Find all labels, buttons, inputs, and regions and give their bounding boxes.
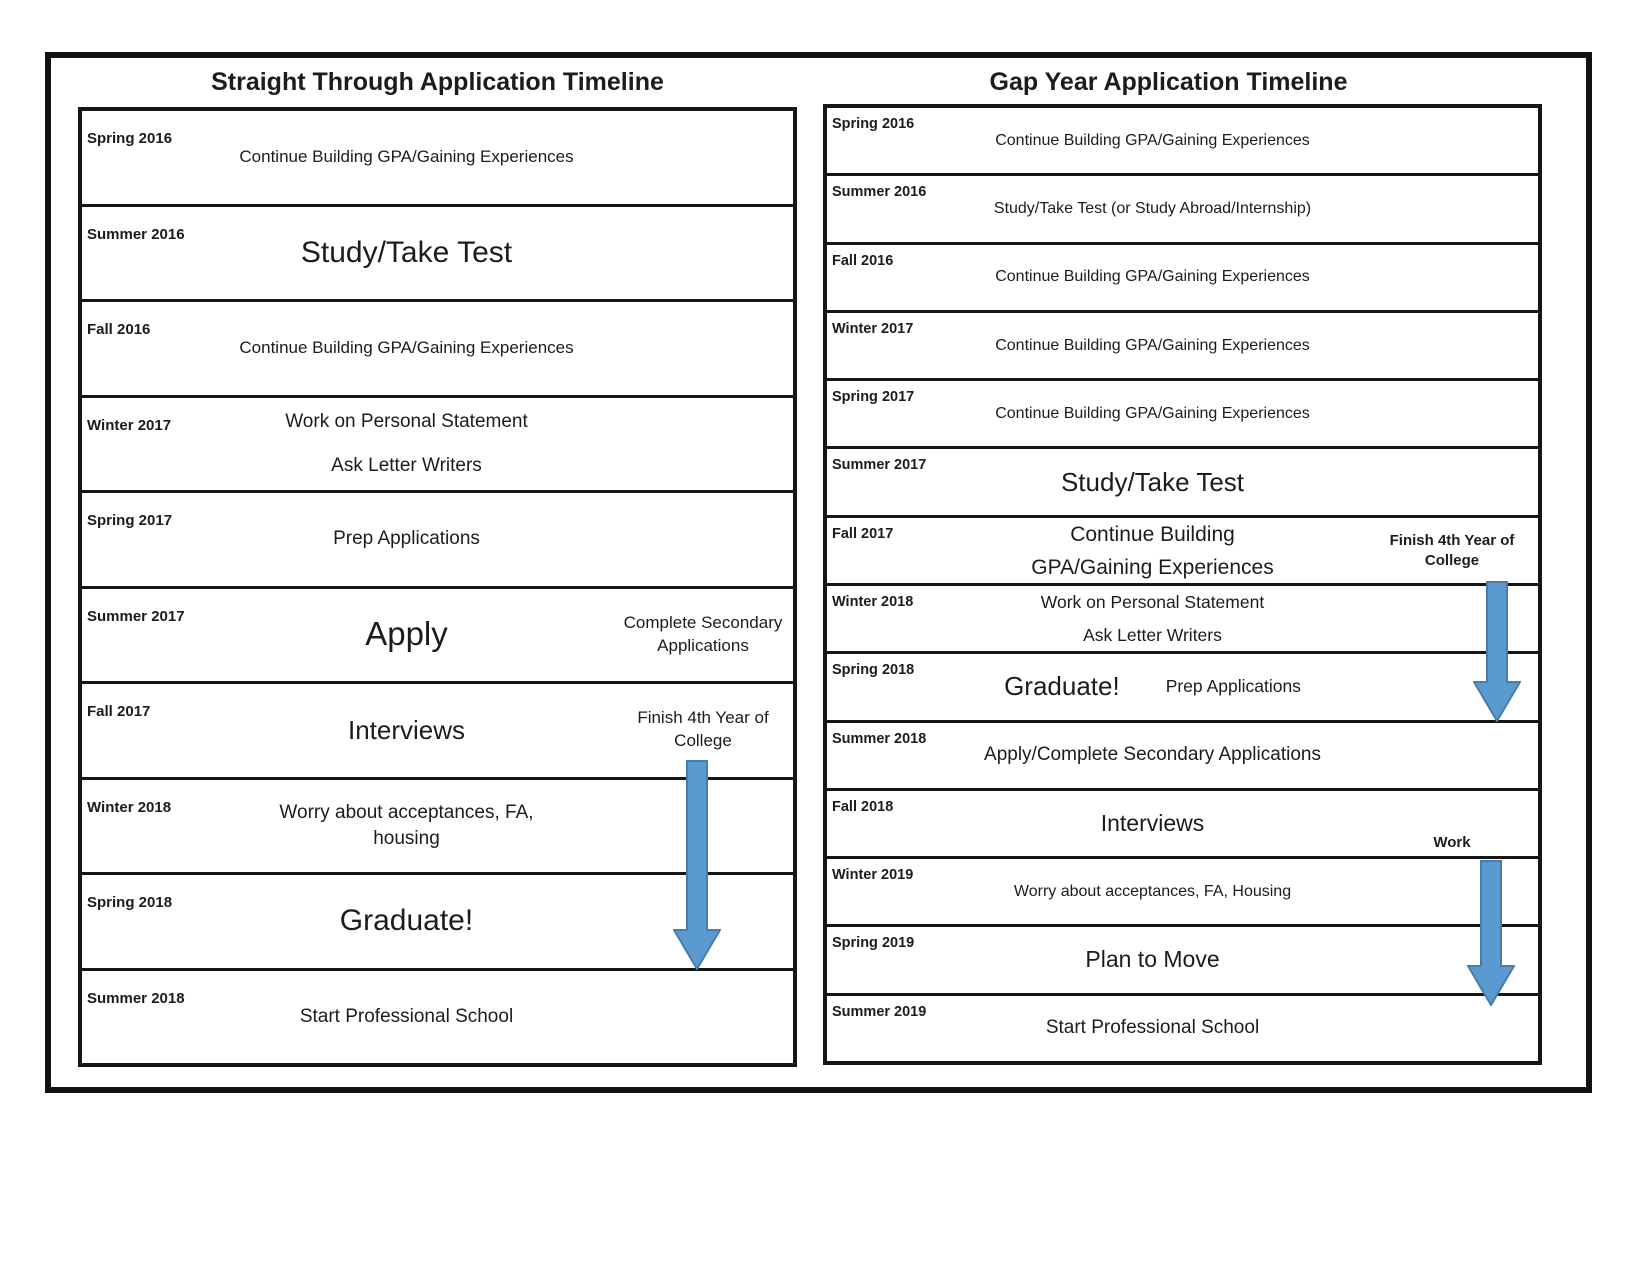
- row-period-label: Fall 2017: [87, 703, 151, 720]
- row-period-label: Fall 2016: [87, 321, 151, 338]
- row-activity: [939, 335, 1366, 357]
- row-activity: [200, 800, 613, 851]
- row-period-label: Spring 2018: [832, 662, 915, 679]
- row-activity-line: Interviews: [1100, 809, 1205, 836]
- row-activity: [200, 233, 613, 274]
- row-activity: [939, 669, 1366, 704]
- timeline-row: [827, 996, 1538, 1061]
- row-activity: [939, 881, 1366, 903]
- row-activity-line: Work on Personal Statement: [285, 411, 528, 433]
- row-activity: [939, 403, 1366, 425]
- timeline-row: [827, 654, 1538, 722]
- row-activity-line: Worry about acceptances, FA, Housing: [1013, 882, 1292, 900]
- row-activity-line: Start Professional School: [299, 1005, 514, 1027]
- row-side-note: Work: [1433, 833, 1471, 851]
- row-side-note: Finish 4th Year of College: [637, 708, 769, 751]
- timeline-row: [827, 381, 1538, 449]
- timeline-row: [827, 927, 1538, 995]
- row-period-label: Winter 2017: [87, 416, 172, 434]
- right-timeline-title: Gap Year Application Timeline: [989, 68, 1348, 96]
- row-period-label: Spring 2018: [87, 894, 173, 911]
- row-activity-line: Ask Letter Writers: [331, 454, 482, 476]
- row-activity: [939, 944, 1366, 975]
- down-arrow-icon: [1467, 860, 1515, 1006]
- row-side-note: Finish 4th Year of College: [1389, 532, 1515, 570]
- row-activity-line: Study/Take Test: [1060, 466, 1245, 497]
- row-activity-line: Start Professional School: [1045, 1017, 1260, 1039]
- row-activity: [200, 146, 613, 169]
- row-activity: [200, 337, 613, 360]
- timeline-row: [82, 589, 793, 685]
- row-activity-line: Continue Building GPA/Gaining Experiences: [239, 337, 574, 357]
- row-activity: [200, 526, 613, 552]
- row-activity: [200, 612, 613, 657]
- row-period-label: Winter 2017: [832, 320, 914, 337]
- row-period-label: Winter 2019: [832, 867, 914, 884]
- gap-year-timeline-table: [823, 104, 1542, 1065]
- row-activity-line: Continue Building: [1070, 522, 1235, 546]
- row-activity-line: Ask Letter Writers: [1083, 624, 1222, 645]
- row-period-label: Summer 2017: [832, 457, 927, 474]
- row-period-label: Spring 2017: [832, 389, 915, 406]
- timeline-row: [82, 398, 793, 494]
- row-period-label: Summer 2019: [832, 1003, 927, 1020]
- row-activity: [939, 808, 1366, 839]
- row-secondary-activity: Prep Applications: [1165, 676, 1301, 697]
- row-activity-line: housing: [373, 827, 440, 849]
- row-side-note: Complete Secondary Applications: [623, 612, 783, 655]
- timeline-row: [82, 493, 793, 589]
- row-period-label: Fall 2018: [832, 798, 894, 815]
- timeline-row: [827, 313, 1538, 381]
- row-activity-line: Study/Take Test: [300, 235, 513, 269]
- row-period-label: Winter 2018: [832, 593, 914, 610]
- row-period-label: Spring 2019: [832, 935, 915, 952]
- row-activity: [200, 901, 613, 942]
- timeline-row: [827, 176, 1538, 244]
- timeline-row: [827, 108, 1538, 176]
- row-period-label: Summer 2016: [832, 184, 927, 201]
- timeline-row: [82, 971, 793, 1064]
- row-period-label: Fall 2016: [832, 252, 894, 269]
- row-activity: [200, 1004, 613, 1030]
- row-activity: [939, 518, 1366, 585]
- down-arrow-icon: [1473, 581, 1521, 722]
- row-activity: [200, 713, 613, 748]
- timeline-row: [827, 245, 1538, 313]
- row-activity: [939, 266, 1366, 288]
- row-activity-line: Interviews: [347, 714, 466, 745]
- row-period-label: Summer 2018: [87, 989, 185, 1007]
- row-period-label: Summer 2017: [87, 607, 185, 625]
- row-activity-line: Apply: [365, 615, 448, 653]
- row-period-label: Spring 2016: [87, 130, 173, 147]
- row-period-label: Spring 2017: [87, 512, 173, 529]
- row-activity-line: Study/Take Test (or Study Abroad/Internship): [993, 200, 1312, 218]
- row-activity-line: GPA/Gaining Experiences: [1031, 556, 1274, 580]
- row-activity-line: Continue Building GPA/Gaining Experiences: [995, 131, 1310, 149]
- down-arrow-icon: [673, 760, 721, 970]
- row-activity-line: Apply/Complete Secondary Applications: [984, 744, 1321, 766]
- row-activity: [939, 465, 1366, 500]
- row-activity: [939, 1015, 1366, 1041]
- left-timeline-title: Straight Through Application Timeline: [211, 68, 664, 96]
- row-activity: [939, 130, 1366, 152]
- timeline-row: [827, 791, 1538, 859]
- row-activity-line: Prep Applications: [333, 528, 480, 550]
- row-period-label: Summer 2018: [832, 730, 927, 747]
- row-period-label: Summer 2016: [87, 225, 185, 243]
- row-activity-line: Worry about acceptances, FA,: [279, 802, 534, 824]
- row-activity: [939, 198, 1366, 220]
- row-activity-line: Continue Building GPA/Gaining Experiences: [995, 404, 1310, 422]
- timeline-row: [827, 586, 1538, 654]
- row-activity-line: Graduate!: [339, 904, 474, 937]
- row-activity: [939, 742, 1366, 768]
- timeline-row: [82, 302, 793, 398]
- row-activity-line: Continue Building GPA/Gaining Experiences: [995, 268, 1310, 286]
- row-period-label: Winter 2018: [87, 798, 172, 816]
- timeline-row: [82, 111, 793, 207]
- row-activity-line: Plan to Move: [1085, 946, 1220, 973]
- row-period-label: Fall 2017: [832, 525, 894, 542]
- row-activity: [200, 400, 613, 487]
- row-period-label: Spring 2016: [832, 116, 915, 132]
- timeline-row: [827, 723, 1538, 791]
- timeline-row: [827, 518, 1538, 586]
- timeline-row: [827, 859, 1538, 927]
- row-activity: [939, 586, 1366, 651]
- row-activity-line: Continue Building GPA/Gaining Experiences: [995, 336, 1310, 354]
- timeline-row: [827, 449, 1538, 517]
- row-activity-line: Continue Building GPA/Gaining Experiences: [239, 146, 574, 166]
- row-activity-line: Work on Personal Statement: [1040, 592, 1265, 613]
- row-activity-line: Graduate!: [1004, 671, 1120, 702]
- timeline-row: [82, 207, 793, 303]
